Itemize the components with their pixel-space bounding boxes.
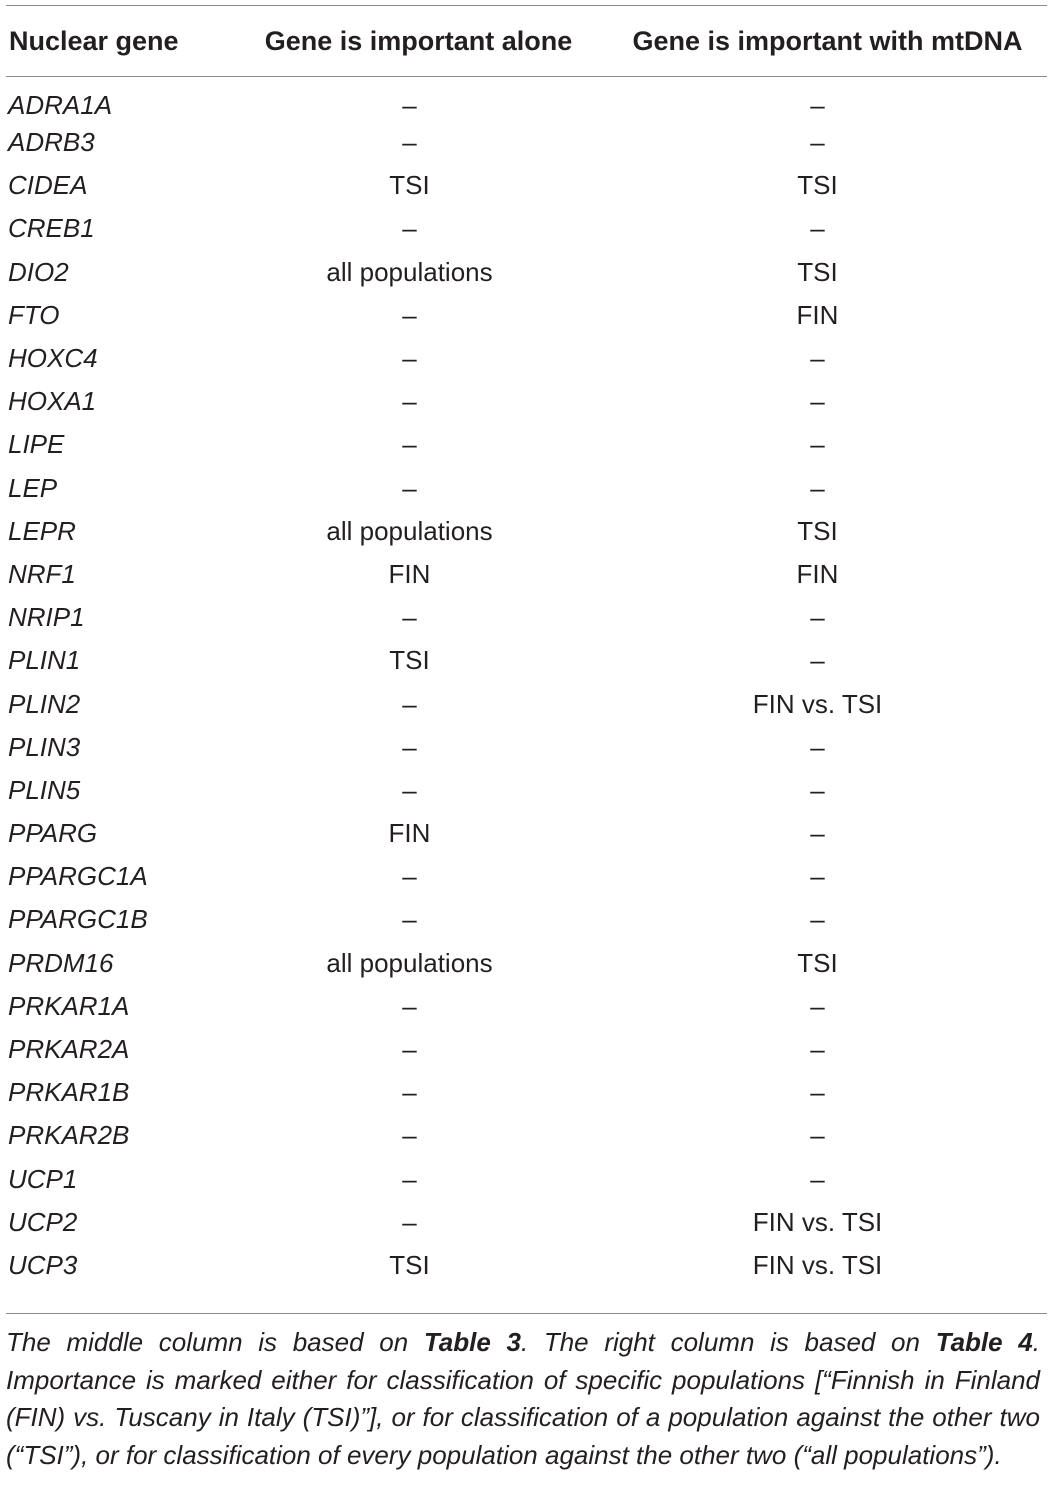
table-row: [6, 596, 1047, 639]
header-nuclear-gene: Nuclear gene: [9, 25, 179, 56]
important-with-mtdna-cell: TSI: [797, 515, 838, 546]
important-with-mtdna-cell: –: [810, 990, 825, 1021]
table-row: [6, 639, 1047, 682]
important-with-mtdna-cell: –: [810, 861, 825, 892]
important-alone-cell: all populations: [326, 515, 493, 546]
gene-name-cell: HOXA1: [8, 386, 97, 417]
important-alone-cell: –: [402, 127, 417, 158]
important-alone-cell: –: [402, 386, 417, 417]
table-row: [6, 1158, 1047, 1201]
footnote-text-2: . The right column is based on: [520, 1327, 936, 1357]
important-alone-cell: –: [402, 688, 417, 719]
gene-name-cell: PRKAR2A: [8, 1034, 130, 1065]
important-alone-cell: –: [402, 1077, 417, 1108]
gene-name-cell: CREB1: [8, 213, 95, 244]
important-alone-cell: –: [402, 774, 417, 805]
important-with-mtdna-cell: TSI: [797, 170, 838, 201]
table-row: [6, 553, 1047, 596]
important-alone-cell: –: [402, 602, 417, 633]
gene-name-cell: PLIN3: [8, 731, 81, 762]
important-with-mtdna-cell: –: [810, 386, 825, 417]
header-important-with-mtdna: Gene is important with mtDNA: [632, 25, 1023, 56]
table-row: [6, 1114, 1047, 1157]
table-row: [6, 812, 1047, 855]
important-alone-cell: –: [402, 731, 417, 762]
gene-name-cell: NRF1: [8, 558, 76, 589]
important-alone-cell: –: [402, 861, 417, 892]
important-alone-cell: –: [402, 1206, 417, 1237]
important-alone-cell: –: [402, 1034, 417, 1065]
important-with-mtdna-cell: –: [810, 731, 825, 762]
important-alone-cell: TSI: [389, 170, 430, 201]
important-with-mtdna-cell: –: [810, 818, 825, 849]
table-row: [6, 855, 1047, 898]
gene-name-cell: CIDEA: [8, 170, 88, 201]
important-with-mtdna-cell: FIN: [796, 558, 839, 589]
gene-name-cell: PRDM16: [8, 947, 114, 978]
important-alone-cell: –: [402, 1163, 417, 1194]
table-row: [6, 1244, 1047, 1287]
important-with-mtdna-cell: TSI: [797, 256, 838, 287]
important-alone-cell: –: [402, 299, 417, 330]
important-with-mtdna-cell: –: [810, 213, 825, 244]
important-alone-cell: –: [402, 990, 417, 1021]
table-row: [6, 985, 1047, 1028]
gene-name-cell: ADRB3: [8, 127, 95, 158]
important-alone-cell: –: [402, 343, 417, 374]
gene-name-cell: PPARG: [8, 818, 98, 849]
important-with-mtdna-cell: TSI: [797, 947, 838, 978]
gene-name-cell: PPARGC1B: [8, 904, 148, 935]
important-alone-cell: –: [402, 904, 417, 935]
table-row: [6, 76, 1047, 121]
important-with-mtdna-cell: –: [810, 343, 825, 374]
important-alone-cell: TSI: [389, 645, 430, 676]
header-important-alone: Gene is important alone: [264, 25, 573, 56]
important-with-mtdna-cell: –: [810, 904, 825, 935]
gene-importance-table: [6, 6, 1047, 1287]
gene-name-cell: NRIP1: [8, 602, 85, 633]
important-with-mtdna-cell: –: [810, 472, 825, 503]
table-row: [6, 510, 1047, 553]
gene-name-cell: HOXC4: [8, 343, 98, 374]
gene-name-cell: PLIN2: [8, 688, 81, 719]
table-row: [6, 337, 1047, 380]
table-row: [6, 1028, 1047, 1071]
important-with-mtdna-cell: –: [810, 1034, 825, 1065]
important-with-mtdna-cell: FIN vs. TSI: [752, 688, 883, 719]
important-with-mtdna-cell: –: [810, 774, 825, 805]
important-alone-cell: all populations: [326, 947, 493, 978]
gene-name-cell: UCP3: [8, 1249, 78, 1280]
table-row: [6, 251, 1047, 294]
gene-name-cell: LIPE: [8, 429, 65, 460]
important-with-mtdna-cell: –: [810, 1120, 825, 1151]
footnote-text-3: . Importance is marked either for classification of specific populations [“Finnish in Finland (FIN) vs. Tuscany in Italy (TSI)”], or for classification of a population against the other two (“TSI”), or for classification of every population against the other two (“all populations”).: [6, 1327, 1040, 1470]
important-with-mtdna-cell: FIN vs. TSI: [752, 1249, 883, 1280]
important-alone-cell: FIN: [388, 818, 431, 849]
footnote-text-1: The middle column is based on: [6, 1327, 424, 1357]
important-with-mtdna-cell: –: [810, 90, 825, 120]
table-row: [6, 942, 1047, 985]
important-alone-cell: –: [402, 1120, 417, 1151]
gene-name-cell: ADRA1A: [8, 90, 113, 120]
important-with-mtdna-cell: –: [810, 645, 825, 676]
table-row: [6, 898, 1047, 941]
important-with-mtdna-cell: –: [810, 429, 825, 460]
gene-name-cell: PRKAR1B: [8, 1077, 130, 1108]
gene-name-cell: PLIN5: [8, 774, 81, 805]
gene-name-cell: PPARGC1A: [8, 861, 148, 892]
table-row: [6, 682, 1047, 725]
table-row: [6, 1201, 1047, 1244]
table-row: [6, 726, 1047, 769]
table-row: [6, 423, 1047, 466]
gene-name-cell: UCP1: [8, 1163, 78, 1194]
table-footnote: [6, 1324, 1040, 1474]
table-row: [6, 380, 1047, 423]
important-with-mtdna-cell: –: [810, 127, 825, 158]
important-with-mtdna-cell: –: [810, 1077, 825, 1108]
important-with-mtdna-cell: –: [810, 1163, 825, 1194]
gene-name-cell: PRKAR1A: [8, 990, 130, 1021]
footnote-ref-table-4: Table 4: [935, 1327, 1033, 1357]
table-row: [6, 1071, 1047, 1114]
gene-name-cell: UCP2: [8, 1206, 78, 1237]
gene-name-cell: FTO: [8, 299, 60, 330]
table-row: [6, 769, 1047, 812]
table-row: [6, 294, 1047, 337]
table-bottom-rule: [6, 1313, 1047, 1314]
important-with-mtdna-cell: FIN vs. TSI: [752, 1206, 883, 1237]
table-header: [6, 6, 1047, 76]
gene-name-cell: LEPR: [8, 515, 76, 546]
important-alone-cell: –: [402, 213, 417, 244]
important-alone-cell: FIN: [388, 558, 431, 589]
table-row: [6, 207, 1047, 250]
important-with-mtdna-cell: FIN: [796, 299, 839, 330]
important-alone-cell: –: [402, 472, 417, 503]
important-alone-cell: –: [402, 90, 417, 120]
gene-name-cell: PRKAR2B: [8, 1120, 130, 1151]
table-row: [6, 121, 1047, 164]
important-alone-cell: –: [402, 429, 417, 460]
important-alone-cell: all populations: [326, 256, 493, 287]
table-row: [6, 164, 1047, 207]
important-alone-cell: TSI: [389, 1249, 430, 1280]
gene-name-cell: PLIN1: [8, 645, 81, 676]
footnote-ref-table-3: Table 3: [423, 1327, 521, 1357]
important-with-mtdna-cell: –: [810, 602, 825, 633]
table-row: [6, 467, 1047, 510]
gene-name-cell: LEP: [8, 472, 58, 503]
table-body: [6, 76, 1047, 1287]
gene-name-cell: DIO2: [8, 256, 69, 287]
